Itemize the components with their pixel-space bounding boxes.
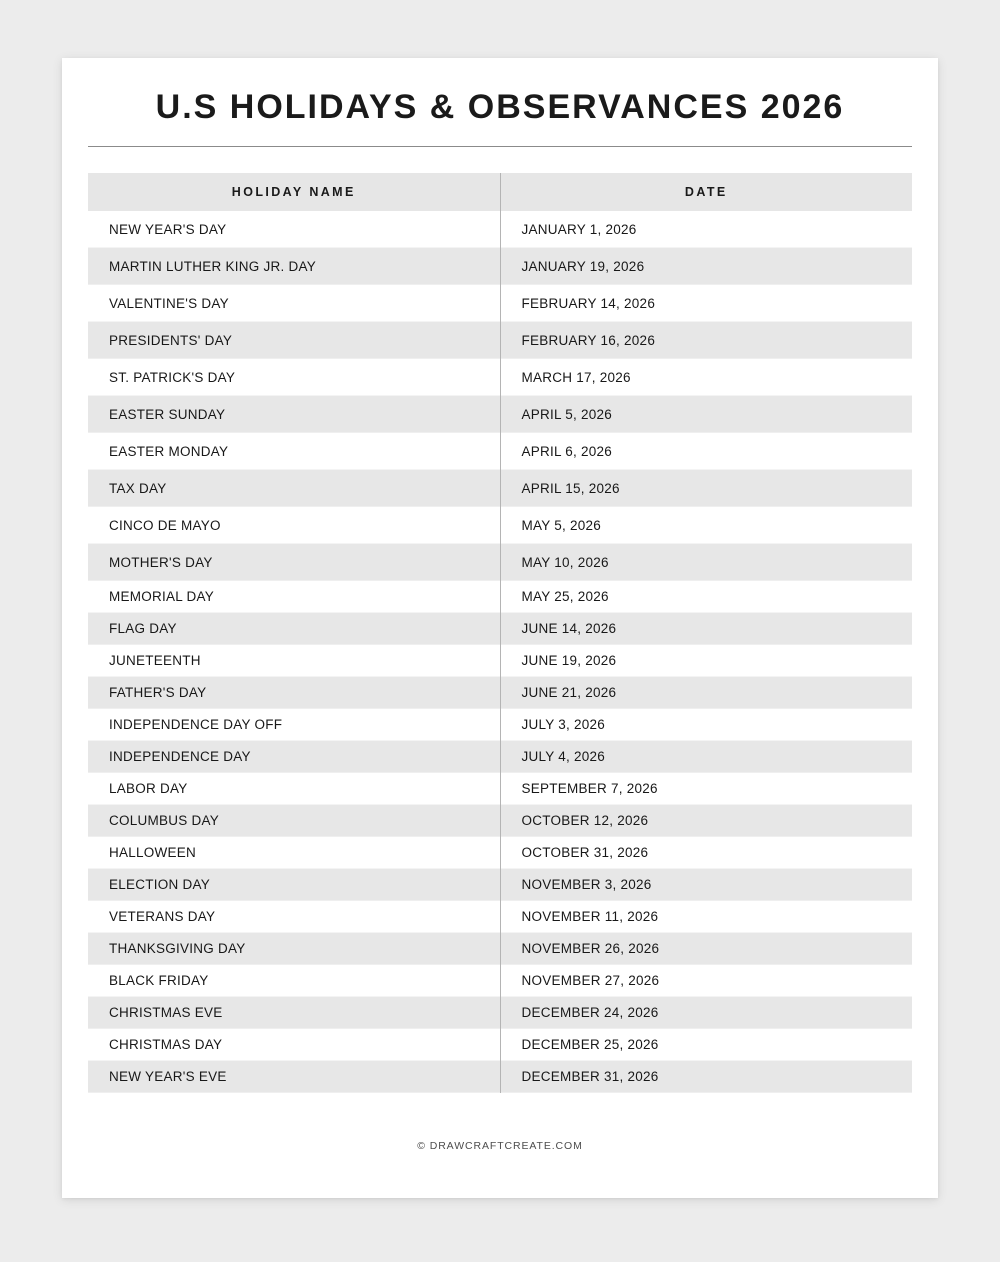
cell-holiday-name: EASTER SUNDAY xyxy=(88,396,500,433)
table-row xyxy=(88,645,912,677)
cell-date: FEBRUARY 14, 2026 xyxy=(500,285,912,322)
cell-holiday-name: BLACK FRIDAY xyxy=(88,965,500,997)
cell-holiday-name: COLUMBUS DAY xyxy=(88,805,500,837)
cell-holiday-name: CHRISTMAS DAY xyxy=(88,1029,500,1061)
table-body xyxy=(88,211,912,1093)
cell-date: MAY 25, 2026 xyxy=(500,581,912,613)
cell-holiday-name: MARTIN LUTHER KING JR. DAY xyxy=(88,248,500,285)
cell-date: JANUARY 19, 2026 xyxy=(500,248,912,285)
table-row xyxy=(88,741,912,773)
cell-holiday-name: MEMORIAL DAY xyxy=(88,581,500,613)
cell-date: DECEMBER 25, 2026 xyxy=(500,1029,912,1061)
column-header-date: DATE xyxy=(500,173,912,211)
cell-holiday-name: THANKSGIVING DAY xyxy=(88,933,500,965)
cell-date: SEPTEMBER 7, 2026 xyxy=(500,773,912,805)
cell-holiday-name: HALLOWEEN xyxy=(88,837,500,869)
table-row xyxy=(88,285,912,322)
table-row xyxy=(88,805,912,837)
table-row xyxy=(88,1029,912,1061)
table-row xyxy=(88,773,912,805)
cell-date: OCTOBER 31, 2026 xyxy=(500,837,912,869)
table-row xyxy=(88,869,912,901)
table-header xyxy=(88,173,912,211)
cell-date: NOVEMBER 26, 2026 xyxy=(500,933,912,965)
title-divider xyxy=(88,146,912,147)
cell-holiday-name: NEW YEAR'S EVE xyxy=(88,1061,500,1093)
cell-holiday-name: CHRISTMAS EVE xyxy=(88,997,500,1029)
cell-holiday-name: INDEPENDENCE DAY xyxy=(88,741,500,773)
cell-date: JULY 3, 2026 xyxy=(500,709,912,741)
table-row xyxy=(88,581,912,613)
cell-holiday-name: VALENTINE'S DAY xyxy=(88,285,500,322)
cell-date: JULY 4, 2026 xyxy=(500,741,912,773)
table-row xyxy=(88,211,912,248)
cell-date: NOVEMBER 3, 2026 xyxy=(500,869,912,901)
cell-holiday-name: VETERANS DAY xyxy=(88,901,500,933)
cell-date: MARCH 17, 2026 xyxy=(500,359,912,396)
column-header-holiday-name: HOLIDAY NAME xyxy=(88,173,500,211)
table-row xyxy=(88,248,912,285)
title-block xyxy=(88,58,912,147)
cell-date: OCTOBER 12, 2026 xyxy=(500,805,912,837)
copyright-text: © DRAWCRAFTCREATE.COM xyxy=(417,1140,583,1152)
footer xyxy=(62,1136,938,1154)
table-row xyxy=(88,470,912,507)
cell-date: DECEMBER 31, 2026 xyxy=(500,1061,912,1093)
holidays-table xyxy=(88,173,912,1093)
cell-date: MAY 5, 2026 xyxy=(500,507,912,544)
cell-holiday-name: EASTER MONDAY xyxy=(88,433,500,470)
table-row xyxy=(88,933,912,965)
sheet-content xyxy=(62,58,938,1198)
cell-holiday-name: ELECTION DAY xyxy=(88,869,500,901)
table-row xyxy=(88,837,912,869)
cell-date: DECEMBER 24, 2026 xyxy=(500,997,912,1029)
cell-holiday-name: ST. PATRICK'S DAY xyxy=(88,359,500,396)
table-row xyxy=(88,613,912,645)
page-title: U.S HOLIDAYS & OBSERVANCES 2026 xyxy=(155,88,845,126)
table-row xyxy=(88,997,912,1029)
cell-holiday-name: FLAG DAY xyxy=(88,613,500,645)
table-row xyxy=(88,901,912,933)
cell-holiday-name: PRESIDENTS' DAY xyxy=(88,322,500,359)
cell-holiday-name: FATHER'S DAY xyxy=(88,677,500,709)
cell-date: FEBRUARY 16, 2026 xyxy=(500,322,912,359)
cell-date: JUNE 21, 2026 xyxy=(500,677,912,709)
cell-date: JANUARY 1, 2026 xyxy=(500,211,912,248)
table-row xyxy=(88,322,912,359)
cell-holiday-name: TAX DAY xyxy=(88,470,500,507)
cell-holiday-name: NEW YEAR'S DAY xyxy=(88,211,500,248)
table-row xyxy=(88,359,912,396)
cell-holiday-name: INDEPENDENCE DAY OFF xyxy=(88,709,500,741)
table-row xyxy=(88,544,912,581)
cell-date: APRIL 5, 2026 xyxy=(500,396,912,433)
table-row xyxy=(88,433,912,470)
cell-date: APRIL 15, 2026 xyxy=(500,470,912,507)
table-row xyxy=(88,677,912,709)
cell-date: NOVEMBER 11, 2026 xyxy=(500,901,912,933)
table-row xyxy=(88,507,912,544)
table-row xyxy=(88,709,912,741)
cell-date: MAY 10, 2026 xyxy=(500,544,912,581)
table-row xyxy=(88,1061,912,1093)
cell-holiday-name: CINCO DE MAYO xyxy=(88,507,500,544)
printable-sheet xyxy=(62,58,938,1198)
table-header-row xyxy=(88,173,912,211)
cell-holiday-name: JUNETEENTH xyxy=(88,645,500,677)
cell-holiday-name: MOTHER'S DAY xyxy=(88,544,500,581)
cell-date: JUNE 14, 2026 xyxy=(500,613,912,645)
cell-date: APRIL 6, 2026 xyxy=(500,433,912,470)
cell-holiday-name: LABOR DAY xyxy=(88,773,500,805)
cell-date: JUNE 19, 2026 xyxy=(500,645,912,677)
table-row xyxy=(88,965,912,997)
cell-date: NOVEMBER 27, 2026 xyxy=(500,965,912,997)
table-row xyxy=(88,396,912,433)
